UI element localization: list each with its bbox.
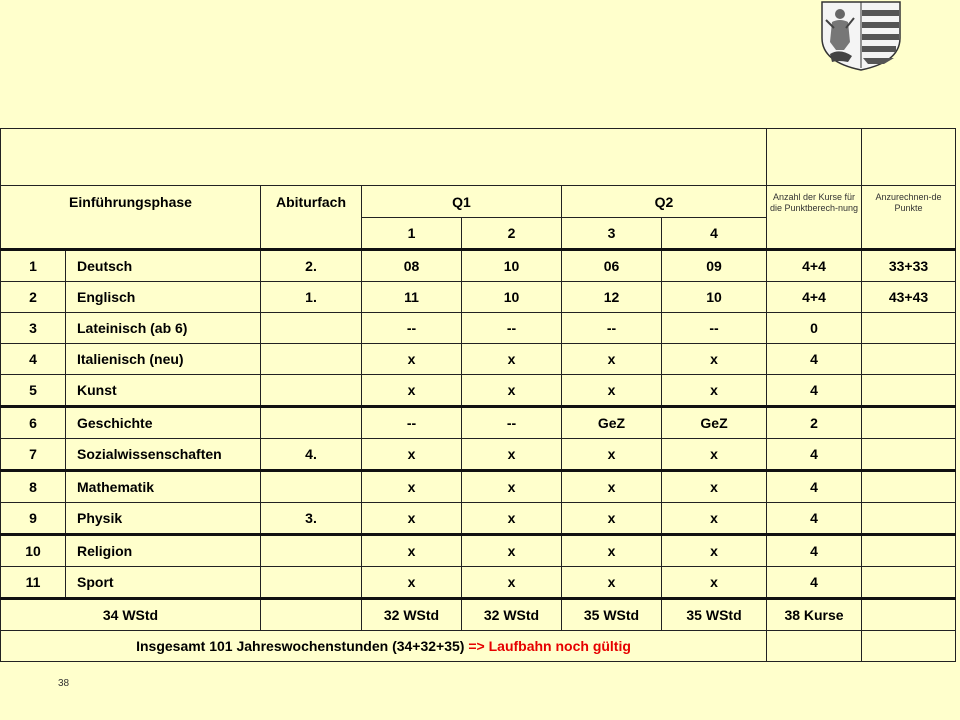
subject-name: Lateinisch (ab 6)	[66, 313, 261, 344]
points	[862, 503, 956, 535]
semester-3-value: 06	[562, 250, 662, 282]
row-number: 5	[1, 375, 66, 407]
total-semester-2: 32 WStd	[462, 599, 562, 631]
points: 33+33	[862, 250, 956, 282]
semester-1-value: --	[362, 313, 462, 344]
semester-4-value: x	[662, 439, 767, 471]
total-semester-4: 35 WStd	[662, 599, 767, 631]
semester-3-value: x	[562, 535, 662, 567]
course-count: 4	[767, 471, 862, 503]
semester-3-value: 12	[562, 282, 662, 313]
total-courses: 38 Kurse	[767, 599, 862, 631]
row-number: 6	[1, 407, 66, 439]
semester-2-value: x	[462, 439, 562, 471]
footer-row	[1, 631, 956, 662]
course-count: 4	[767, 503, 862, 535]
semester-1-value: --	[362, 407, 462, 439]
semester-4-value: x	[662, 567, 767, 599]
semester-1-value: 08	[362, 250, 462, 282]
semester-1-value: 11	[362, 282, 462, 313]
total-semester-3: 35 WStd	[562, 599, 662, 631]
points	[862, 313, 956, 344]
abitur-subject	[261, 313, 362, 344]
table-row	[1, 439, 956, 471]
course-count: 4+4	[767, 282, 862, 313]
subject-name: Kunst	[66, 375, 261, 407]
points	[862, 407, 956, 439]
total-semester-1: 32 WStd	[362, 599, 462, 631]
points: 43+43	[862, 282, 956, 313]
subject-name: Sport	[66, 567, 261, 599]
course-count: 4	[767, 375, 862, 407]
semester-4-value: x	[662, 503, 767, 535]
header-q2: Q2	[562, 186, 767, 218]
subject-name: Geschichte	[66, 407, 261, 439]
semester-1-value: x	[362, 375, 462, 407]
course-count: 4	[767, 535, 862, 567]
semester-2-value: x	[462, 344, 562, 375]
table-row	[1, 535, 956, 567]
table-row	[1, 567, 956, 599]
semester-3-value: x	[562, 375, 662, 407]
row-number: 1	[1, 250, 66, 282]
points	[862, 344, 956, 375]
semester-1-value: x	[362, 344, 462, 375]
semester-3-value: --	[562, 313, 662, 344]
abitur-subject: 3.	[261, 503, 362, 535]
subject-name: Physik	[66, 503, 261, 535]
course-count: 4+4	[767, 250, 862, 282]
abitur-subject	[261, 535, 362, 567]
semester-2-value: 10	[462, 282, 562, 313]
header-anzahl: Anzahl der Kurse für die Punktberech-nung	[767, 186, 862, 250]
semester-2-value: x	[462, 567, 562, 599]
subject-name: Mathematik	[66, 471, 261, 503]
header-anzurechnen: Anzurechnen-de Punkte	[862, 186, 956, 250]
points	[862, 535, 956, 567]
table-row	[1, 250, 956, 282]
subject-name: Italienisch (neu)	[66, 344, 261, 375]
semester-4-value: 10	[662, 282, 767, 313]
course-count: 4	[767, 567, 862, 599]
row-number: 2	[1, 282, 66, 313]
row-number: 4	[1, 344, 66, 375]
empty-cell	[767, 129, 862, 186]
semester-3-value: x	[562, 439, 662, 471]
row-number: 7	[1, 439, 66, 471]
header-semester-1: 1	[362, 218, 462, 250]
row-number: 10	[1, 535, 66, 567]
semester-4-value: 09	[662, 250, 767, 282]
course-count: 4	[767, 439, 862, 471]
header-row	[1, 186, 956, 218]
points	[862, 375, 956, 407]
semester-2-value: x	[462, 503, 562, 535]
page-number: 38	[58, 678, 70, 689]
header-abiturfach: Abiturfach	[261, 186, 362, 250]
points	[862, 439, 956, 471]
empty-cell	[1, 129, 767, 186]
semester-4-value: x	[662, 535, 767, 567]
course-table	[0, 128, 956, 662]
summary-cell	[1, 631, 767, 662]
row-number: 3	[1, 313, 66, 344]
semester-4-value: x	[662, 375, 767, 407]
semester-1-value: x	[362, 503, 462, 535]
abitur-subject: 1.	[261, 282, 362, 313]
subject-name: Deutsch	[66, 250, 261, 282]
abitur-subject: 2.	[261, 250, 362, 282]
semester-3-value: x	[562, 471, 662, 503]
points	[862, 471, 956, 503]
semester-3-value: x	[562, 344, 662, 375]
course-count: 0	[767, 313, 862, 344]
course-count: 4	[767, 344, 862, 375]
row-number: 9	[1, 503, 66, 535]
totals-row	[1, 599, 956, 631]
empty-cell	[862, 129, 956, 186]
table-row	[1, 503, 956, 535]
status-text: => Laufbahn noch gültig	[468, 638, 631, 654]
empty-cell	[261, 599, 362, 631]
header-semester-2: 2	[462, 218, 562, 250]
abitur-subject	[261, 407, 362, 439]
abitur-subject: 4.	[261, 439, 362, 471]
abitur-subject	[261, 375, 362, 407]
abitur-subject	[261, 344, 362, 375]
semester-4-value: GeZ	[662, 407, 767, 439]
semester-1-value: x	[362, 567, 462, 599]
semester-3-value: x	[562, 503, 662, 535]
table-row	[1, 313, 956, 344]
table-row	[1, 375, 956, 407]
semester-2-value: x	[462, 535, 562, 567]
semester-2-value: --	[462, 313, 562, 344]
empty-cell	[862, 599, 956, 631]
subject-name: Englisch	[66, 282, 261, 313]
semester-1-value: x	[362, 471, 462, 503]
semester-4-value: --	[662, 313, 767, 344]
points	[862, 567, 956, 599]
abitur-subject	[261, 567, 362, 599]
table-row	[1, 344, 956, 375]
header-semester-4: 4	[662, 218, 767, 250]
table-row	[1, 471, 956, 503]
semester-2-value: x	[462, 471, 562, 503]
empty-cell	[862, 631, 956, 662]
subject-name: Sozialwissenschaften	[66, 439, 261, 471]
header-q1: Q1	[362, 186, 562, 218]
abitur-subject	[261, 471, 362, 503]
course-count: 2	[767, 407, 862, 439]
semester-4-value: x	[662, 344, 767, 375]
semester-4-value: x	[662, 471, 767, 503]
coat-of-arms-icon	[818, 0, 904, 72]
empty-top-row	[1, 129, 956, 186]
empty-cell	[767, 631, 862, 662]
semester-1-value: x	[362, 439, 462, 471]
semester-2-value: x	[462, 375, 562, 407]
header-einfuehrungsphase: Einführungsphase	[1, 186, 261, 250]
table-row	[1, 407, 956, 439]
semester-2-value: --	[462, 407, 562, 439]
total-einfuehrungsphase: 34 WStd	[1, 599, 261, 631]
header-semester-3: 3	[562, 218, 662, 250]
subject-name: Religion	[66, 535, 261, 567]
semester-3-value: x	[562, 567, 662, 599]
row-number: 11	[1, 567, 66, 599]
semester-2-value: 10	[462, 250, 562, 282]
row-number: 8	[1, 471, 66, 503]
semester-1-value: x	[362, 535, 462, 567]
table-row	[1, 282, 956, 313]
semester-3-value: GeZ	[562, 407, 662, 439]
summary-text: Insgesamt 101 Jahreswochenstunden (34+32+35)	[136, 638, 465, 654]
